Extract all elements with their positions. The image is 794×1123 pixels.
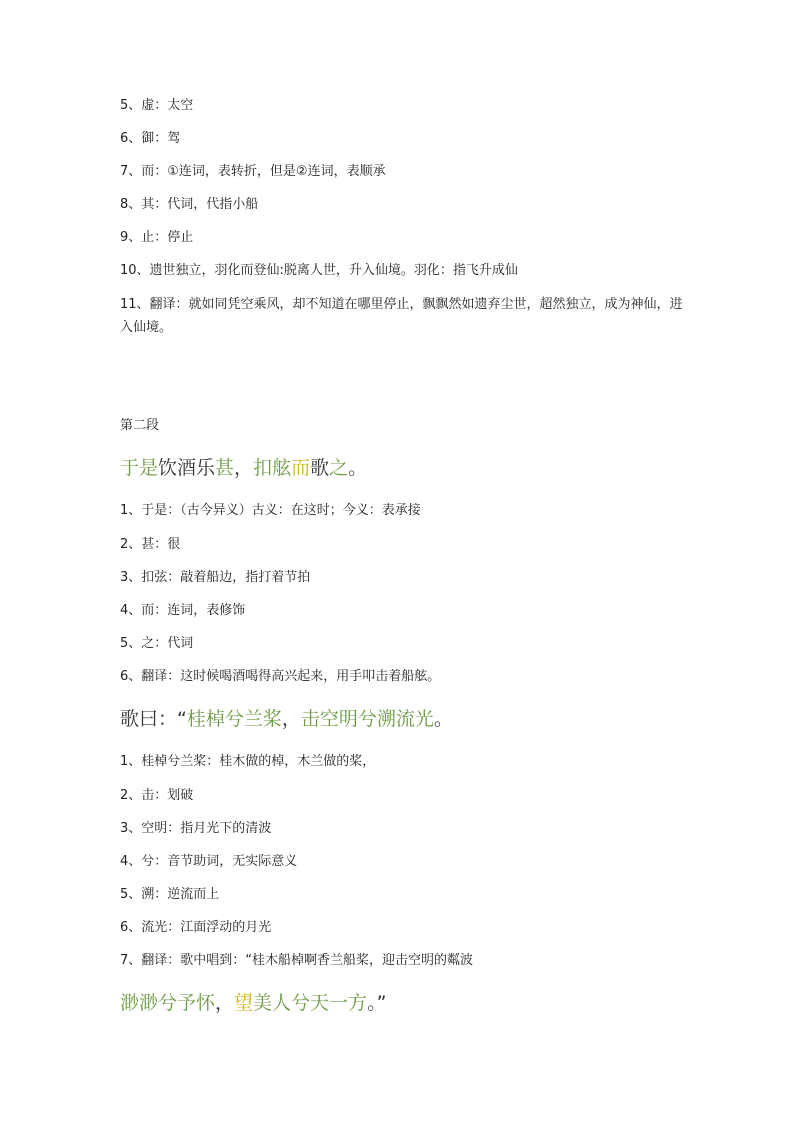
note-item: 4、而：连词，表修饰 (120, 603, 246, 618)
verse-segment: 。 (348, 457, 368, 479)
verse-segment: 饮酒乐 (158, 457, 216, 479)
verse-segment: 渺渺兮予怀 (120, 992, 216, 1014)
note-item: 4、兮：音节助词，无实际意义 (120, 854, 298, 869)
note-item: 9、止：停止 (120, 230, 194, 245)
verse-segment: 美人兮天一方 (253, 992, 368, 1014)
note-item: 1、于是：（古今异义）古义：在这时；今义：表承接 (120, 503, 421, 518)
verse-segment: 而 (291, 457, 311, 479)
note-item: 6、御：驾 (120, 131, 181, 146)
section-heading: 第二段 (120, 418, 160, 433)
note-item: 1、桂棹兮兰桨：桂木做的棹，木兰做的桨， (120, 754, 376, 769)
verse-segment: 歌曰：“ (120, 708, 187, 730)
note-item: 3、空明：指月光下的清波 (120, 821, 272, 836)
note-item: 2、甚：很 (120, 537, 181, 552)
verse-segment: ， (234, 457, 254, 479)
verse-segment: 桂棹兮兰桨 (186, 708, 282, 730)
verse-segment: ， (215, 992, 235, 1014)
verse-segment: 击空明兮溯流光 (300, 708, 434, 730)
note-item: 3、扣弦：敲着船边，指打着节拍 (120, 570, 311, 585)
note-item: 7、而：①连词，表转折，但是②连词，表顺承 (120, 164, 386, 179)
note-item: 5、虚：太空 (120, 98, 194, 113)
verse-segment: 望 (234, 992, 254, 1014)
note-item-translation: 11、翻译：就如同凭空乘风，却不知道在哪里停止，飘飘然如遗弃尘世，超然独立，成为神仙，进入仙境。 (120, 297, 683, 335)
verse-segment: 歌 (310, 457, 330, 479)
verse-segment: 之 (329, 457, 349, 479)
verse-line-3 (120, 990, 386, 1016)
verse-segment: 甚 (215, 457, 235, 479)
note-item: 6、翻译：这时候喝酒喝得高兴起来，用手叩击着船舷。 (120, 669, 441, 684)
note-item: 7、翻译：歌中唱到：“桂木船棹啊香兰船桨，迎击空明的粼波 (120, 953, 474, 968)
verse-segment: ， (281, 708, 301, 730)
verse-segment: 扣舷 (253, 457, 292, 479)
note-item: 2、击：划破 (120, 788, 194, 803)
note-item: 5、溯：逆流而上 (120, 887, 220, 902)
note-item: 8、其：代词，代指小船 (120, 197, 259, 212)
verse-segment: 于是 (120, 457, 159, 479)
note-item: 10、遗世独立，羽化而登仙:脱离人世，升入仙境。羽化：指飞升成仙 (120, 263, 518, 278)
verse-segment: 。 (433, 708, 453, 730)
note-item: 5、之：代词 (120, 636, 194, 651)
verse-line-2 (120, 706, 453, 732)
verse-segment: 。” (367, 992, 387, 1014)
verse-line-1 (120, 455, 367, 481)
note-item: 6、流光：江面浮动的月光 (120, 920, 272, 935)
